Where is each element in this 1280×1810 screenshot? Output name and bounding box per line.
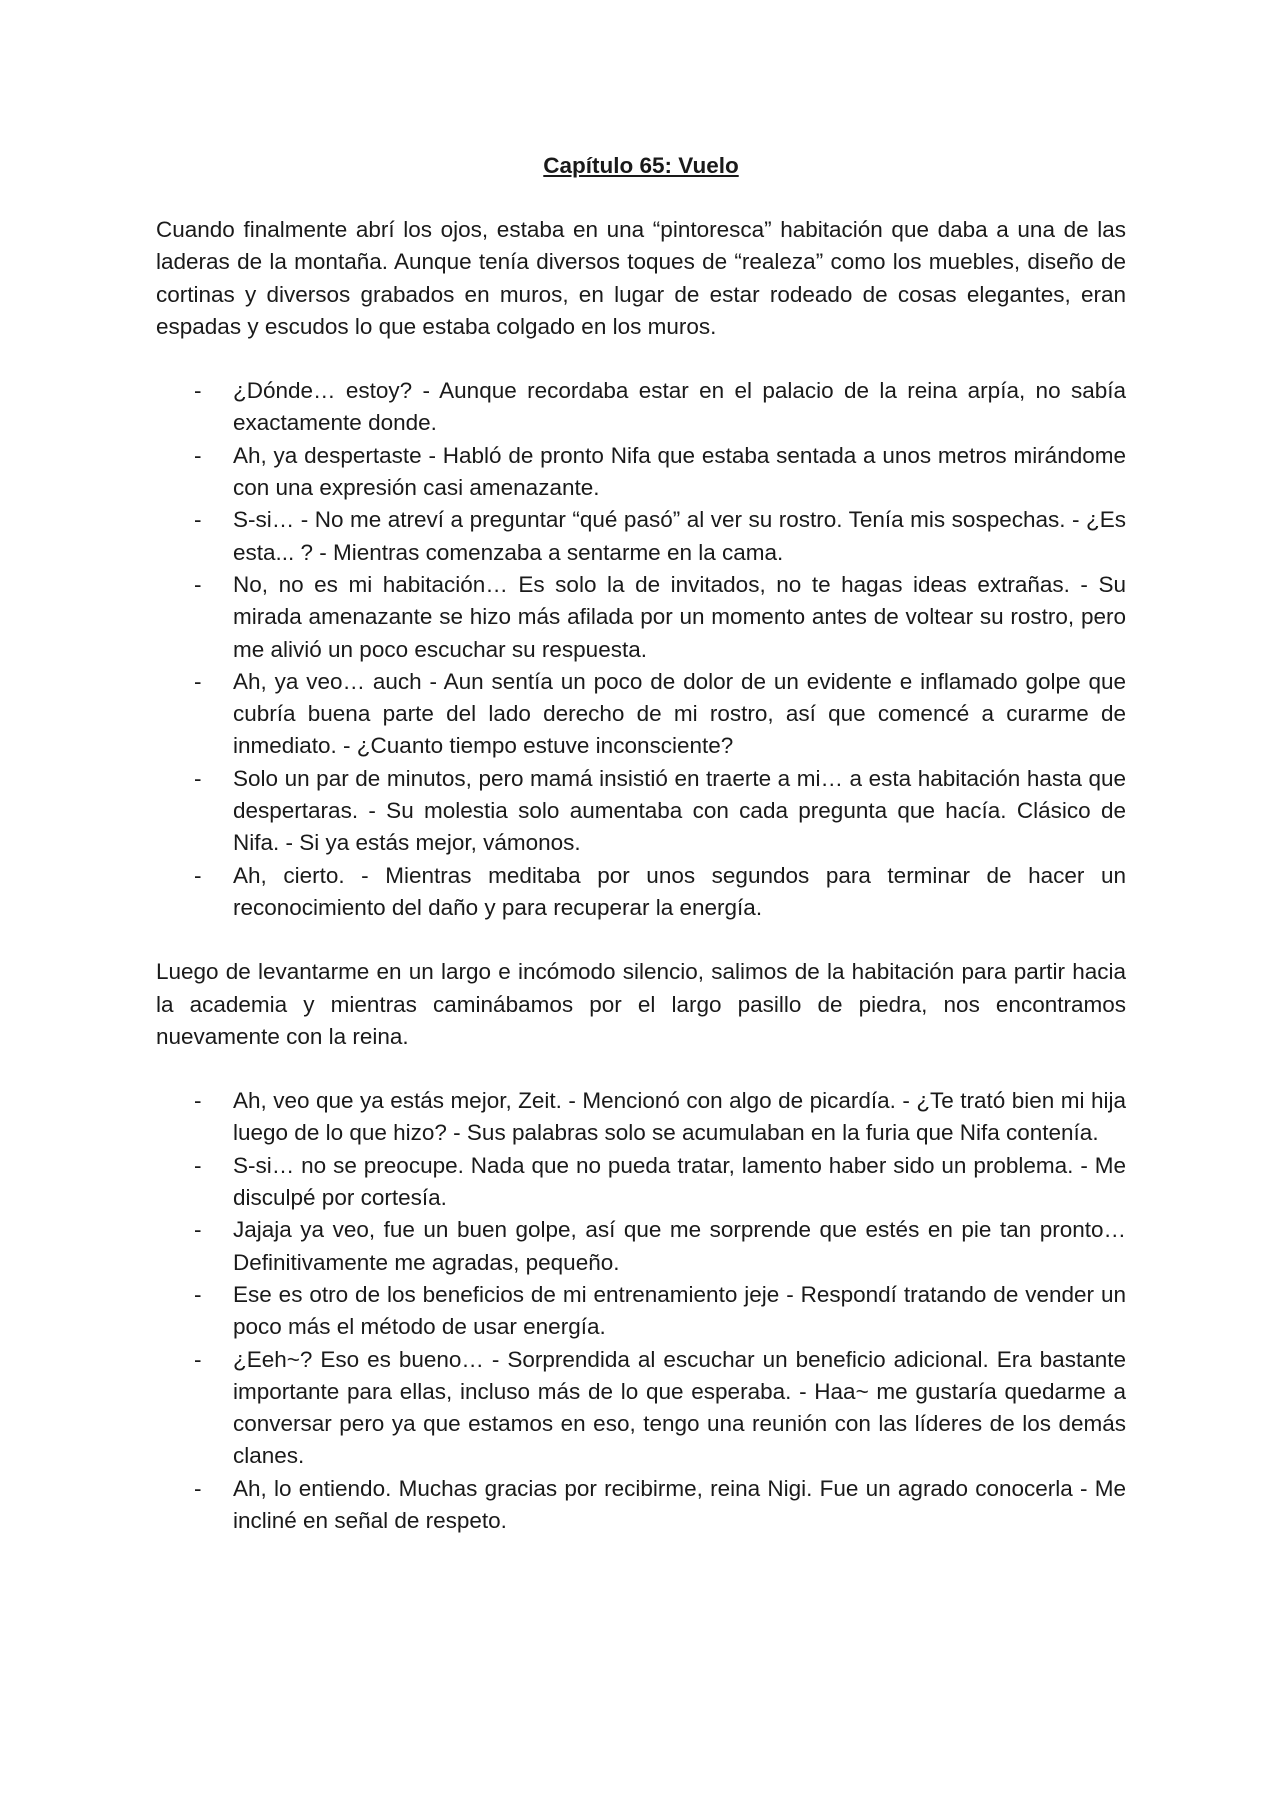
bullet-dash: - <box>194 571 202 597</box>
bullet-dash: - <box>194 378 202 404</box>
document-body <box>156 150 1126 1569</box>
dialogue-line <box>156 666 1126 763</box>
bullet-dash: - <box>194 1088 202 1114</box>
dialogue-text: Solo un par de minutos, pero mamá insistió en traerte a mi… a esta habitación hasta que despertaras. - Su molestia solo aumentaba con cada pregunta que hacía. Clásico de Nifa. - Si ya estás mejor, vámonos. <box>233 765 1126 856</box>
bullet-dash: - <box>194 442 202 468</box>
dialogue-line <box>156 1150 1126 1215</box>
bullet-dash: - <box>194 765 202 791</box>
dialogue-text: ¿Eeh~? Eso es bueno… - Sorprendida al escuchar un beneficio adicional. Era bastante importante para ellas, incluso más de lo que esperaba. - Haa~ me gustaría quedarme a conversar pero ya que estamos en eso, tengo una reunión con las líderes de los demás clanes. <box>233 1346 1126 1469</box>
dialogue-text: ¿Dónde… estoy? - Aunque recordaba estar en el palacio de la reina arpía, no sabía exactamente donde. <box>233 378 1126 436</box>
dialogue-text: Jajaja ya veo, fue un buen golpe, así que me sorprende que estés en pie tan pronto… Definitivamente me agradas, pequeño. <box>233 1217 1126 1275</box>
bullet-dash: - <box>194 1475 202 1501</box>
bullet-dash: - <box>194 668 202 694</box>
dialogue-text: Ese es otro de los beneficios de mi entrenamiento jeje - Respondí tratando de vender un poco más el método de usar energía. <box>233 1281 1126 1340</box>
dialogue-text: Ah, ya veo… auch - Aun sentía un poco de dolor de un evidente e inflamado golpe que cubría buena parte del lado derecho de mi rostro, así que comencé a curarme de inmediato. - ¿Cuanto tiempo estuve inconsciente? <box>233 668 1126 759</box>
bullet-dash: - <box>194 1346 202 1372</box>
dialogue-line <box>156 375 1126 440</box>
dialogue-line <box>156 1473 1126 1538</box>
dialogue-line <box>156 1344 1126 1473</box>
dialogue-text: Ah, cierto. - Mientras meditaba por unos segundos para terminar de hacer un reconocimiento del daño y para recuperar la energía. <box>233 862 1126 920</box>
narrative-paragraph: Luego de levantarme en un largo e incómodo silencio, salimos de la habitación para partir hacia la academia y mientras caminábamos por el largo pasillo de piedra, nos encontramos nuevamente con la reina. <box>156 959 1126 1049</box>
dialogue-text: S-si… - No me atreví a preguntar “qué pasó” al ver su rostro. Tenía mis sospechas. - ¿Es esta... ? - Mientras comenzaba a sentarme en la cama. <box>233 507 1126 565</box>
narrative-paragraph: Cuando finalmente abrí los ojos, estaba en una “pintoresca” habitación que daba a una de las laderas de la montaña. Aunque tenía diversos toques de “realeza” como los muebles, diseño de cortinas y diversos grabados en muros, en lugar de estar rodeado de cosas elegantes, eran espadas y escudos lo que estaba colgado en los muros. <box>156 217 1126 339</box>
bullet-dash: - <box>194 1217 202 1243</box>
dialogue-text: Ah, lo entiendo. Muchas gracias por recibirme, reina Nigi. Fue un agrado conocerla - Me incliné en señal de respeto. <box>233 1475 1126 1533</box>
dialogue-line <box>156 763 1126 860</box>
dialogue-list <box>156 1085 1126 1537</box>
dialogue-text: Ah, ya despertaste - Habló de pronto Nifa que estaba sentada a unos metros mirándome con una expresión casi amenazante. <box>233 442 1126 501</box>
bullet-dash: - <box>194 1281 202 1307</box>
bullet-dash: - <box>194 507 202 533</box>
dialogue-line <box>156 440 1126 505</box>
dialogue-line <box>156 860 1126 925</box>
dialogue-line <box>156 1279 1126 1344</box>
dialogue-text: S-si… no se preocupe. Nada que no pueda tratar, lamento haber sido un problema. - Me disculpé por cortesía. <box>233 1152 1126 1211</box>
dialogue-line <box>156 569 1126 666</box>
dialogue-line <box>156 1214 1126 1279</box>
dialogue-line <box>156 1085 1126 1150</box>
bullet-dash: - <box>194 1152 202 1178</box>
dialogue-list <box>156 375 1126 924</box>
bullet-dash: - <box>194 862 202 888</box>
dialogue-line <box>156 504 1126 569</box>
dialogue-text: Ah, veo que ya estás mejor, Zeit. - Mencionó con algo de picardía. - ¿Te trató bien mi hija luego de lo que hizo? - Sus palabras solo se acumulaban en la furia que Nifa contenía. <box>233 1088 1126 1146</box>
chapter-title: Capítulo 65: Vuelo <box>543 153 739 178</box>
dialogue-text: No, no es mi habitación… Es solo la de invitados, no te hagas ideas extrañas. - Su mirada amenazante se hizo más afilada por un momento antes de voltear su rostro, pero me alivió un poco escuchar su respuesta. <box>233 571 1126 662</box>
